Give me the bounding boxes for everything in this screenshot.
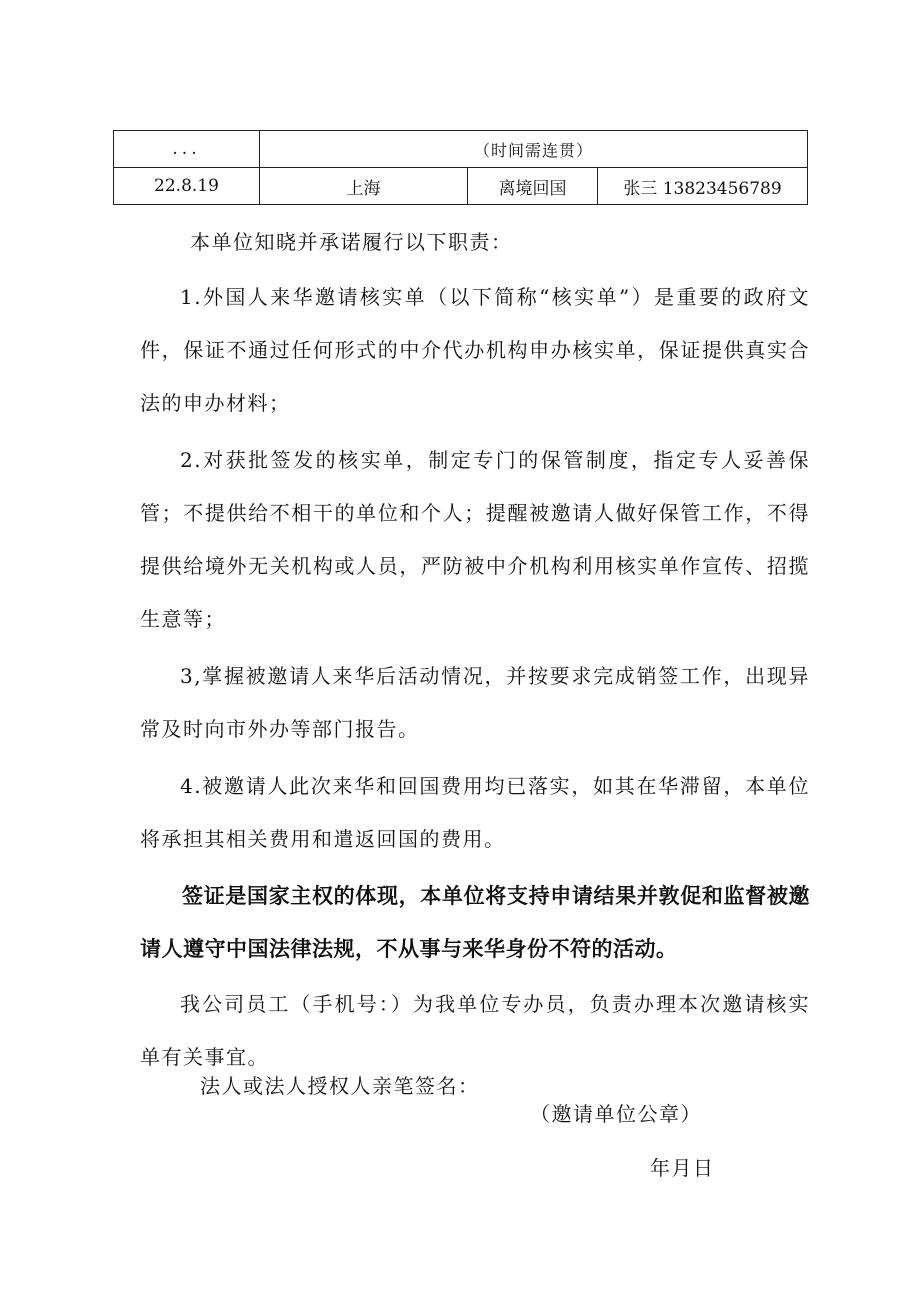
staff-statement: 我公司员工（手机号：）为我单位专办员，负责办理本次邀请核实单有关事宜。 — [140, 992, 810, 1069]
commitment-body — [140, 216, 810, 1084]
date-label: 年月日 — [650, 1156, 715, 1180]
duty-item-3: 3,掌握被邀请人来华后活动情况，并按要求完成销签工作，出现异常及时向市外办等部门报告。 — [140, 664, 810, 741]
table-row — [114, 131, 808, 168]
itinerary-table — [113, 130, 808, 205]
duty-item-1: 1.外国人来华邀请核实单（以下简称“核实单”）是重要的政府文件，保证不通过任何形式的中介代办机构申办核实单，保证提供真实合法的申办材料； — [140, 285, 810, 415]
contact-cell: 张三 13823456789 — [598, 168, 808, 205]
intro-paragraph: 本单位知晓并承诺履行以下职责： — [190, 230, 513, 254]
duty-item-2: 2.对获批签发的核实单，制定专门的保管制度，指定专人妥善保管；不提供给不相干的单位和个人；提醒被邀请人做好保管工作，不得提供给境外无关机构或人员，严防被中介机构利用核实单作宣传、招揽生意等； — [140, 448, 810, 631]
city-cell: 上海 — [260, 168, 468, 205]
duty-item-4: 4.被邀请人此次来华和回国费用均已落实，如其在华滞留，本单位将承担其相关费用和遣返回国的费用。 — [140, 774, 810, 851]
date-cell: 22.8.19 — [114, 168, 260, 205]
date-cell: ... — [114, 131, 260, 168]
signature-label: 法人或法人授权人亲笔签名： — [200, 1074, 480, 1098]
event-cell: 离境回国 — [468, 168, 598, 205]
sovereignty-statement: 签证是国家主权的体现，本单位将支持申请结果并敦促和监督被邀请人遵守中国法律法规，不从事与来华身份不符的活动。 — [140, 884, 810, 961]
continuity-note-cell: （时间需连贯） — [260, 131, 808, 168]
table-row — [114, 168, 808, 205]
seal-label: （邀请单位公章） — [530, 1102, 702, 1126]
